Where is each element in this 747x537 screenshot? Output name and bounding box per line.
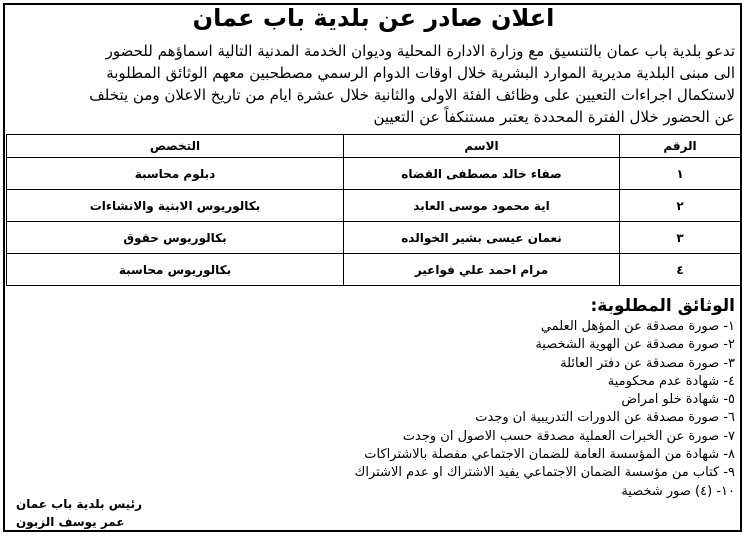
documents-title: الوثائق المطلوبة: (590, 296, 735, 316)
row-num: ٤ (620, 254, 741, 286)
list-item: ٤- شهادة عدم محكومية (607, 373, 735, 389)
intro-line-2: الى مبنى البلدية مديرية الموارد البشرية خلال اوقات الدوام الرسمي مصطحبين معهم الوثائق المطلوبة (106, 64, 735, 82)
list-item: ٧- صورة عن الخبرات العملية مصدقة حسب الاصول ان وجدت (402, 428, 735, 444)
row-name: مرام احمد علي فواعير (344, 254, 620, 286)
list-item: ٣- صورة مصدقة عن دفتر العائلة (560, 355, 735, 371)
row-spec: بكالوريوس محاسبة (7, 254, 344, 286)
list-item: ١٠- (٤) صور شخصية (621, 483, 735, 499)
candidates-table (6, 134, 741, 286)
row-spec: بكالوريوس الابنية والانشاءات (7, 190, 344, 222)
list-item: ٩- كتاب من مؤسسة الضمان الاجتماعي يفيد الاشتراك او عدم الاشتراك (354, 465, 735, 481)
header-name: الاسم (344, 135, 620, 158)
row-num: ٢ (620, 190, 741, 222)
intro-line-3: لاستكمال اجراءات التعيين على وظائف الفئة الاولى والثانية خلال عشرة ايام من تاريخ الاعلان ومن يتخلف (89, 86, 735, 104)
signature-title: رئيس بلدية باب عمان (16, 497, 142, 511)
announcement-title: اعلان صادر عن بلدية باب عمان (192, 4, 555, 32)
row-num: ١ (620, 158, 741, 190)
table-header-row (7, 135, 741, 158)
signature-name: عمر يوسف الزبون (16, 515, 125, 529)
intro-line-1: تدعو بلدية باب عمان بالتنسيق مع وزارة الادارة المحلية وديوان الخدمة المدنية التالية اسماؤهم للحضور (105, 42, 735, 60)
table-row (7, 254, 741, 286)
list-item: ٥- شهادة خلو امراض (621, 392, 735, 408)
header-num: الرقم (620, 135, 741, 158)
row-name: نعمان عيسى بشير الخوالده (344, 222, 620, 254)
list-item: ٢- صورة مصدقة عن الهوية الشخصية (535, 337, 735, 353)
row-spec: بكالوريوس حقوق (7, 222, 344, 254)
table-row (7, 222, 741, 254)
documents-list (355, 318, 735, 501)
table-row (7, 158, 741, 190)
list-item: ٦- صورة مصدقة عن الدورات التدريبية ان وجدت (475, 410, 735, 426)
row-name: صفاء خالد مصطفى القضاه (344, 158, 620, 190)
intro-line-4: عن الحضور خلال الفترة المحددة يعتبر مستنكفاً عن التعيين (373, 108, 735, 126)
list-item: ١- صورة مصدقة عن المؤهل العلمي (540, 319, 735, 334)
table-row (7, 190, 741, 222)
row-spec: دبلوم محاسبة (7, 158, 344, 190)
row-name: اية محمود موسى العابد (344, 190, 620, 222)
row-num: ٣ (620, 222, 741, 254)
header-spec: التخصص (7, 135, 344, 158)
list-item: ٨- شهادة من المؤسسة العامة للضمان الاجتماعي مفصلة بالاشتراكات (364, 447, 735, 463)
